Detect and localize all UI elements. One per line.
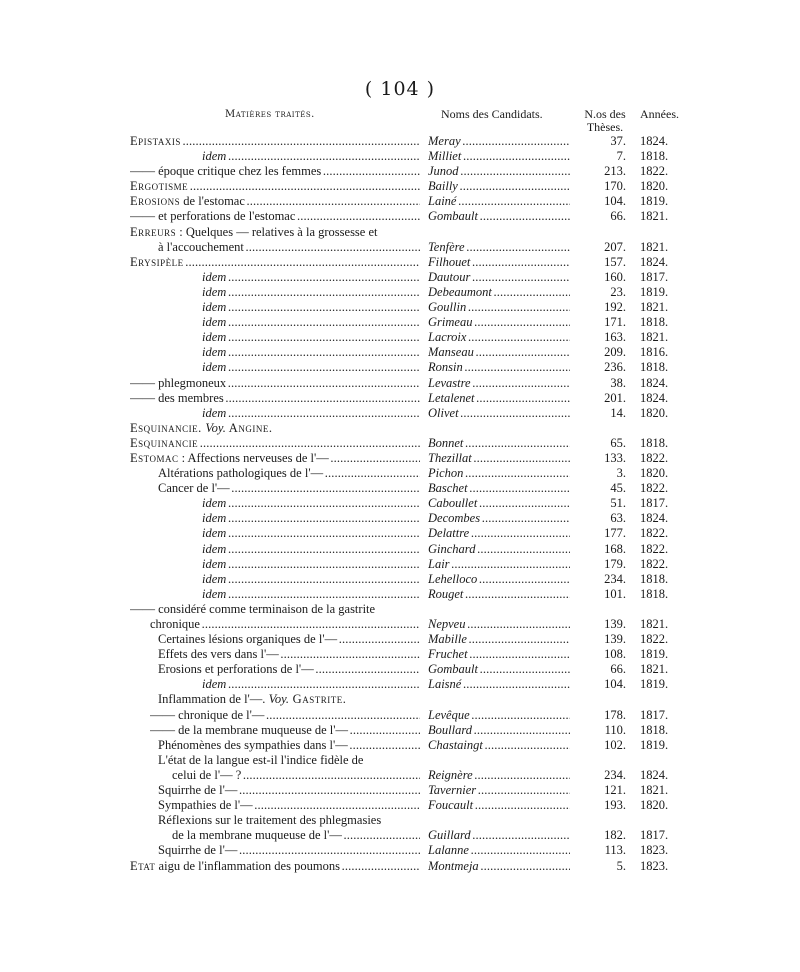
subject-text [158, 481, 420, 496]
thesis-number: 110. [604, 722, 626, 737]
subject-part: Réflexions sur le traitement des phlegmasies [158, 813, 382, 828]
thesis-year: 1819. [640, 194, 669, 209]
subject-text [158, 692, 420, 707]
candidate-name: Gombault . . . [428, 209, 570, 224]
subject-part: idem [202, 405, 227, 420]
candidate-name: Nepveu . . . [428, 617, 570, 632]
subject-text [202, 496, 420, 511]
subject-text [130, 134, 420, 149]
index-row [0, 451, 800, 466]
subject-part: Voy. [205, 420, 226, 435]
thesis-number: 104. [604, 677, 626, 692]
thesis-year: 1818. [640, 360, 669, 375]
thesis-number: 23. [610, 284, 626, 299]
subject-part: —— phlegmoneux [130, 375, 227, 390]
subject-part: celui de l'— ? [172, 767, 242, 782]
index-row [0, 723, 800, 738]
subject-part: L'état de la langue est-il l'indice fidèle de [158, 752, 364, 767]
thesis-year: 1824. [640, 134, 669, 148]
thesis-year: 1821. [640, 617, 669, 631]
subject-part: idem [202, 677, 227, 692]
subject-part: Phénomènes des sympathies dans l'— [158, 737, 348, 752]
thesis-year: 1824. [640, 390, 669, 405]
subject-text [130, 255, 420, 270]
candidate-name: Filhouet . . . [428, 255, 570, 270]
candidate-name: Pichon . . . [428, 466, 570, 481]
index-row [0, 391, 800, 406]
thesis-number: 108. [604, 647, 626, 662]
thesis-number: 201. [604, 390, 626, 405]
subject-part: idem [202, 149, 227, 164]
index-row [0, 270, 800, 285]
subject-part: Altérations pathologiques de l'— [158, 466, 324, 481]
subject-part: —— époque critique chez les femmes [130, 164, 322, 179]
candidate-name: Bailly . . . [428, 179, 570, 194]
thesis-number: 104. [604, 194, 626, 209]
subject-part: Gastrite. [289, 692, 347, 707]
index-row [0, 557, 800, 572]
index-row [0, 843, 800, 858]
subject-part: —— de la membrane muqueuse de l'— [150, 722, 349, 737]
thesis-number: 139. [604, 632, 626, 647]
subject-text [150, 617, 420, 632]
subject-text [130, 391, 420, 406]
index-row [0, 164, 800, 179]
thesis-number: 179. [604, 556, 626, 571]
subject-text [158, 843, 420, 858]
subject-part: de la membrane muqueuse de l'— [172, 828, 342, 843]
subject-text [130, 436, 420, 451]
subject-text [158, 240, 420, 255]
page-number: ( 104 ) [364, 78, 436, 100]
candidate-name: Fruchet . . . [428, 647, 570, 662]
index-row [0, 677, 800, 692]
thesis-number: 163. [604, 330, 626, 345]
candidate-name: Tenfère . . . [428, 240, 570, 255]
thesis-number: 5. [616, 858, 626, 873]
subject-part: idem [202, 330, 227, 345]
index-row [0, 255, 800, 270]
candidate-name: Montmeja . . . [428, 859, 570, 874]
index-row [0, 692, 800, 707]
index-row [0, 315, 800, 330]
subject-text [202, 315, 420, 330]
thesis-year: 1818. [640, 571, 669, 586]
index-row [0, 602, 800, 617]
candidate-name: Lehelloco . . . [428, 572, 570, 587]
index-row [0, 360, 800, 375]
index-row [0, 542, 800, 557]
header-numeros-theses: N.os des Thèses. [584, 107, 626, 134]
thesis-year: 1821. [640, 300, 669, 315]
thesis-number: 234. [604, 767, 626, 782]
subject-part: Angine. [225, 420, 273, 435]
thesis-year: 1822. [640, 632, 669, 647]
subject-text [158, 753, 420, 768]
candidate-name: Lalanne . . . [428, 843, 570, 858]
subject-part: idem [202, 269, 227, 284]
thesis-year: 1821. [640, 330, 669, 345]
index-row [0, 496, 800, 511]
index-row [0, 572, 800, 587]
candidate-name: Junod . . . [428, 164, 570, 179]
index-row [0, 149, 800, 164]
subject-part: idem [202, 360, 227, 375]
subject-part: Erysipèle [130, 254, 184, 269]
subject-part: idem [202, 526, 227, 541]
candidate-name: Lair . . . [428, 557, 570, 572]
subject-text [130, 376, 420, 391]
candidate-name: Bonnet . . . [428, 436, 570, 451]
thesis-year: 1816. [640, 345, 669, 360]
subject-part: —— des membres [130, 390, 224, 405]
subject-text [158, 813, 420, 828]
thesis-number: 51. [610, 496, 626, 511]
thesis-year: 1822. [640, 556, 669, 571]
subject-text [158, 647, 420, 662]
thesis-number: 102. [604, 737, 626, 752]
candidate-name: Caboullet . . . [428, 496, 570, 511]
subject-text [130, 421, 420, 436]
candidate-name: Lainé . . . [428, 194, 570, 209]
thesis-year: 1819. [640, 284, 669, 299]
subject-text [130, 194, 420, 209]
candidate-name: Milliet . . . [428, 149, 570, 164]
subject-text [158, 466, 420, 481]
thesis-number: 168. [604, 541, 626, 556]
thesis-year: 1820. [640, 179, 669, 194]
thesis-number: 192. [604, 300, 626, 315]
thesis-number: 157. [604, 254, 626, 269]
subject-part: idem [202, 345, 227, 360]
candidate-name: Foucault . . . [428, 798, 570, 813]
subject-text [158, 783, 420, 798]
thesis-number: 234. [604, 571, 626, 586]
thesis-year: 1824. [640, 767, 669, 782]
candidate-name: Manseau . . . [428, 345, 570, 360]
subject-part: Certaines lésions organiques de l'— [158, 632, 338, 647]
subject-text [130, 209, 420, 224]
index-row [0, 330, 800, 345]
index-row [0, 134, 800, 149]
thesis-year: 1817. [640, 269, 669, 284]
candidate-name: Baschet . . . [428, 481, 570, 496]
candidate-name: Olivet . . . [428, 406, 570, 421]
index-row [0, 345, 800, 360]
subject-text [172, 768, 420, 783]
subject-text [130, 602, 420, 617]
index-row [0, 798, 800, 813]
subject-text [150, 708, 420, 723]
index-row [0, 738, 800, 753]
candidate-name: Reignère . . . [428, 768, 570, 783]
subject-part: idem [202, 284, 227, 299]
subject-text [202, 345, 420, 360]
subject-part: idem [202, 511, 227, 526]
index-row [0, 647, 800, 662]
candidate-name: Mabille . . . [428, 632, 570, 647]
subject-part: Esquinancie. [130, 420, 206, 435]
subject-text [158, 632, 420, 647]
subject-text [202, 285, 420, 300]
candidate-name: Lacroix . . . [428, 330, 570, 345]
index-row [0, 813, 800, 828]
index-row [0, 632, 800, 647]
thesis-year: 1821. [640, 239, 669, 254]
thesis-number: 66. [610, 209, 626, 224]
thesis-year: 1821. [640, 209, 669, 224]
thesis-year: 1818. [640, 149, 669, 164]
thesis-year: 1817. [640, 496, 669, 511]
subject-part: Estomac [130, 450, 179, 465]
subject-part: idem [202, 315, 227, 330]
thesis-year: 1819. [640, 677, 669, 692]
subject-text [172, 828, 420, 843]
thesis-number: 182. [604, 828, 626, 843]
subject-text [158, 738, 420, 753]
subject-text [130, 225, 420, 240]
candidate-name: Decombes . . . [428, 511, 570, 526]
candidate-name: Grimeau . . . [428, 315, 570, 330]
index-row [0, 708, 800, 723]
subject-part: idem [202, 300, 227, 315]
subject-part: Erosions [130, 194, 181, 209]
thesis-number: 193. [604, 798, 626, 813]
index-row [0, 617, 800, 632]
thesis-year: 1818. [640, 586, 669, 601]
subject-part: Squirrhe de l'— [158, 783, 238, 798]
index-row [0, 587, 800, 602]
subject-part: Erosions et perforations de l'— [158, 662, 314, 677]
thesis-number: 63. [610, 511, 626, 526]
index-row [0, 285, 800, 300]
header-annees: Années. [640, 107, 679, 121]
subject-part: à l'accouchement [158, 239, 244, 254]
thesis-number: 7. [616, 149, 626, 164]
thesis-year: 1822. [640, 526, 669, 541]
thesis-year: 1822. [640, 164, 669, 179]
index-row [0, 300, 800, 315]
subject-part: Cancer de l'— [158, 481, 230, 496]
thesis-year: 1824. [640, 254, 669, 269]
subject-part: Erreurs [130, 224, 177, 239]
thesis-number: 236. [604, 360, 626, 375]
subject-text [202, 406, 420, 421]
thesis-number: 139. [604, 617, 626, 631]
subject-text [202, 300, 420, 315]
thesis-year: 1819. [640, 647, 669, 662]
subject-part: de l'estomac [180, 194, 245, 209]
thesis-number: 213. [604, 164, 626, 179]
subject-part: —— et perforations de l'estomac [130, 209, 296, 224]
subject-text [130, 164, 420, 179]
subject-text [130, 179, 420, 194]
subject-part: Inflammation de l'—. [158, 692, 269, 707]
candidate-name: Levastre . . . [428, 376, 570, 391]
thesis-number: 66. [610, 662, 626, 677]
candidate-name: Letalenet . . . [428, 391, 570, 406]
index-row [0, 406, 800, 421]
subject-text [130, 859, 420, 874]
index-row [0, 194, 800, 209]
thesis-number: 37. [610, 134, 626, 148]
candidate-name: Laisné . . . [428, 677, 570, 692]
subject-part: aigu de l'inflammation des poumons [155, 858, 340, 873]
index-row [0, 828, 800, 843]
subject-text [202, 677, 420, 692]
index-entries [0, 134, 800, 874]
thesis-year: 1820. [640, 405, 669, 420]
subject-text [202, 526, 420, 541]
subject-text [202, 572, 420, 587]
subject-text [150, 723, 420, 738]
header-matieres: Matières traités. [225, 109, 315, 120]
candidate-name: Debeaumont . . . [428, 285, 570, 300]
thesis-year: 1819. [640, 737, 669, 752]
subject-part: : Affections nerveuses de l'— [178, 450, 329, 465]
candidate-name: Thezillat . . . [428, 451, 570, 466]
thesis-number: 171. [604, 315, 626, 330]
candidate-name: Guillard . . . [428, 828, 570, 843]
thesis-year: 1822. [640, 450, 669, 465]
thesis-number: 207. [604, 239, 626, 254]
thesis-year: 1818. [640, 722, 669, 737]
index-row [0, 511, 800, 526]
subject-text [130, 451, 420, 466]
thesis-year: 1818. [640, 435, 669, 450]
index-row [0, 753, 800, 768]
subject-part: idem [202, 586, 227, 601]
candidate-name: Meray . . . [428, 134, 570, 149]
subject-text [202, 270, 420, 285]
index-row [0, 436, 800, 451]
index-row [0, 179, 800, 194]
thesis-number: 113. [604, 843, 626, 858]
subject-part: chronique [150, 617, 200, 631]
index-row [0, 526, 800, 541]
subject-part: Esquinancie [130, 435, 199, 450]
thesis-number: 38. [610, 375, 626, 390]
subject-text [202, 587, 420, 602]
candidate-name: Ginchard . . . [428, 542, 570, 557]
subject-part: idem [202, 496, 227, 511]
header-noms-candidats: Noms des Candidats. [441, 107, 543, 121]
candidate-name: Delattre . . . [428, 526, 570, 541]
subject-part: Sympathies de l'— [158, 798, 253, 813]
subject-part: Effets des vers dans l'— [158, 647, 279, 662]
thesis-number: 170. [604, 179, 626, 194]
subject-part: —— considéré comme terminaison de la gastrite [130, 601, 376, 616]
index-row [0, 859, 800, 874]
subject-part: Ergotisme [130, 179, 189, 194]
candidate-name: Ronsin . . . [428, 360, 570, 375]
candidate-name: Levêque . . . [428, 708, 570, 723]
index-row [0, 783, 800, 798]
thesis-year: 1821. [640, 783, 669, 798]
subject-part: : Quelques — relatives à la grossesse et [176, 224, 378, 239]
index-row [0, 209, 800, 224]
thesis-number: 3. [616, 466, 626, 481]
subject-text [158, 798, 420, 813]
thesis-year: 1820. [640, 798, 669, 813]
index-row [0, 421, 800, 436]
thesis-number: 101. [604, 586, 626, 601]
subject-text [202, 557, 420, 572]
subject-part: —— chronique de l'— [150, 707, 265, 722]
thesis-number: 178. [604, 707, 626, 722]
subject-part: idem [202, 571, 227, 586]
candidate-name: Dautour . . . [428, 270, 570, 285]
subject-text [202, 542, 420, 557]
thesis-number: 45. [610, 481, 626, 496]
thesis-number: 65. [610, 435, 626, 450]
candidate-name: Rouget . . . [428, 587, 570, 602]
subject-part: Epistaxis [130, 134, 181, 148]
index-row [0, 481, 800, 496]
candidate-name: Goullin . . . [428, 300, 570, 315]
thesis-number: 14. [610, 405, 626, 420]
index-row [0, 376, 800, 391]
thesis-year: 1822. [640, 541, 669, 556]
subject-part: Squirrhe de l'— [158, 843, 238, 858]
subject-part: Voy. [268, 692, 290, 707]
index-row [0, 662, 800, 677]
thesis-year: 1822. [640, 481, 669, 496]
thesis-year: 1824. [640, 375, 669, 390]
thesis-year: 1818. [640, 315, 669, 330]
candidate-name: Boullard . . . [428, 723, 570, 738]
thesis-year: 1821. [640, 662, 669, 677]
thesis-year: 1824. [640, 511, 669, 526]
thesis-year: 1823. [640, 843, 669, 858]
subject-part: idem [202, 541, 227, 556]
index-row [0, 240, 800, 255]
candidate-name: Gombault . . . [428, 662, 570, 677]
thesis-number: 177. [604, 526, 626, 541]
thesis-number: 133. [604, 450, 626, 465]
index-row [0, 768, 800, 783]
thesis-year: 1817. [640, 707, 669, 722]
index-row [0, 466, 800, 481]
thesis-number: 160. [604, 269, 626, 284]
subject-part: Etat [130, 858, 156, 873]
index-row [0, 225, 800, 240]
subject-text [202, 360, 420, 375]
subject-part: idem [202, 556, 227, 571]
thesis-year: 1820. [640, 466, 669, 481]
subject-text [202, 330, 420, 345]
subject-text [158, 662, 420, 677]
subject-text [202, 511, 420, 526]
subject-text [202, 149, 420, 164]
thesis-year: 1817. [640, 828, 669, 843]
thesis-number: 121. [604, 783, 626, 798]
thesis-year: 1823. [640, 858, 669, 873]
candidate-name: Tavernier . . . [428, 783, 570, 798]
thesis-number: 209. [604, 345, 626, 360]
candidate-name: Chastaingt . . . [428, 738, 570, 753]
